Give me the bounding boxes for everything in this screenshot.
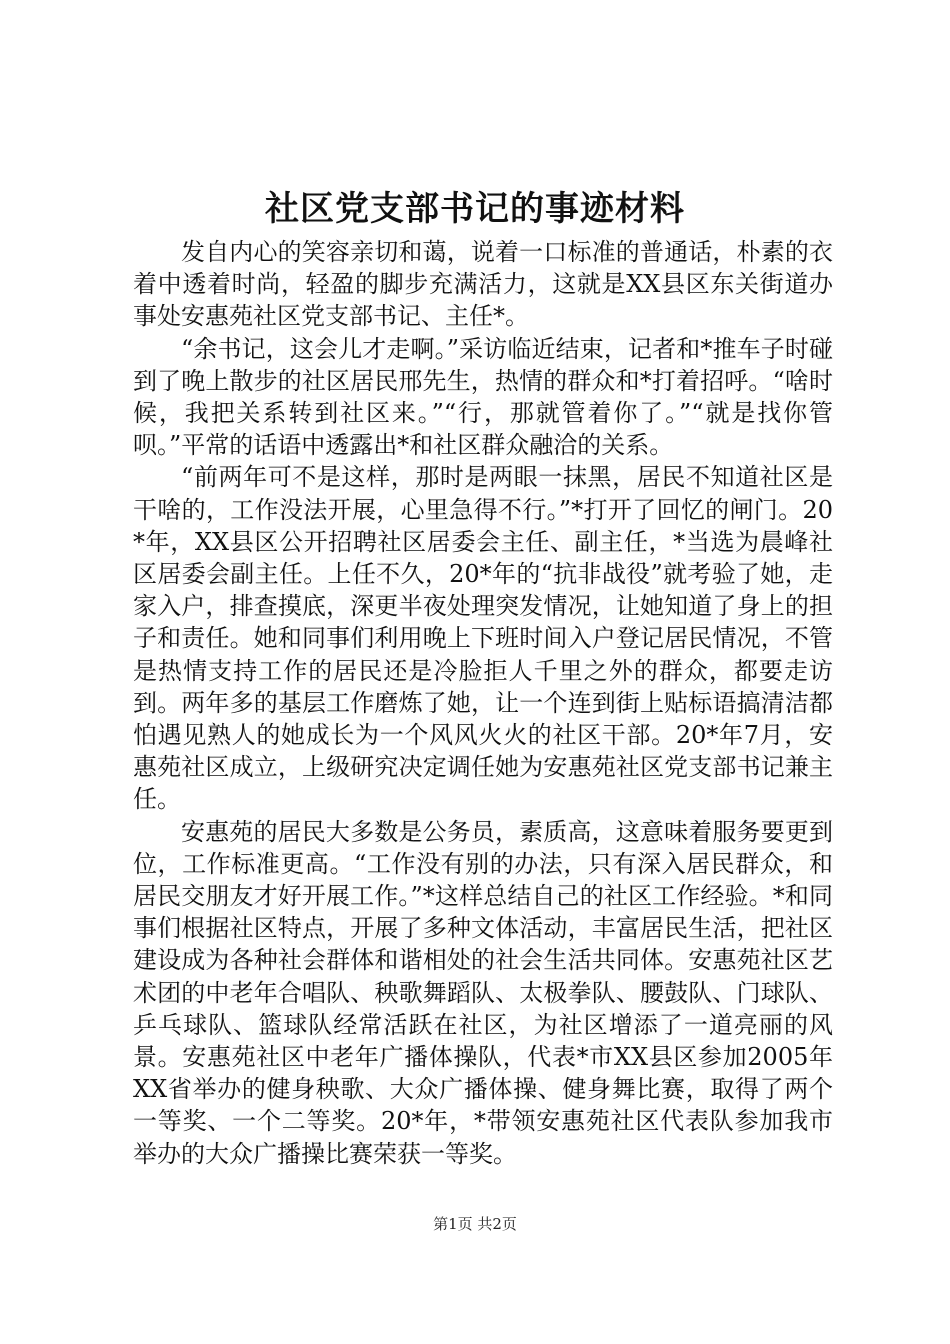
document-body <box>133 236 833 1170</box>
page-number-footer: 第1页 共2页 <box>433 1215 517 1233</box>
paragraph-1: 发自内心的笑容亲切和蔼，说着一口标准的普通话，朴素的衣着中透着时尚，轻盈的脚步充满活力，这就是XX县区东关街道办事处安惠苑社区党支部书记、主任*。 <box>133 238 833 331</box>
paragraph-4: 安惠苑的居民大多数是公务员，素质高，这意味着服务要更到位，工作标准更高。“工作没有别的办法，只有深入居民群众，和居民交朋友才好开展工作。”*这样总结自己的社区工作经验。*和同事们根据社区特点，开展了多种文体活动，丰富居民生活，把社区建设成为各种社会群体和谐相处的社会生活共同体。安惠苑社区艺术团的中老年合唱队、秧歌舞蹈队、太极拳队、腰鼓队、门球队、乒乓球队、篮球队经常活跃在社区，为社区增添了一道亮丽的风景。安惠苑社区中老年广播体操队，代表*市XX县区参加2005年XX省举办的健身秧歌、大众广播体操、健身舞比赛，取得了两个一等奖、一个二等奖。20*年，*带领安惠苑社区代表队参加我市举办的大众广播操比赛荣获一等奖。 <box>133 817 833 1168</box>
paragraph-2: “余书记，这会儿才走啊。”采访临近结束，记者和*推车子时碰到了晚上散步的社区居民邢先生，热情的群众和*打着招呼。“啥时候，我把关系转到社区来。”“行，那就管着你了。”“就是找你管呗。”平常的话语中透露出*和社区群众融洽的关系。 <box>133 334 833 460</box>
document-title: 社区党支部书记的事迹材料 <box>265 189 685 229</box>
paragraph-3: “前两年可不是这样，那时是两眼一抹黑，居民不知道社区是干啥的，工作没法开展，心里急得不行。”*打开了回忆的闸门。20*年，XX县区公开招聘社区居委会主任、副主任，*当选为晨峰社区居委会副主任。上任不久，20*年的“抗非战役”就考验了她，走家入户，排查摸底，深更半夜处理突发情况，让她知道了身上的担子和责任。她和同事们利用晚上下班时间入户登记居民情况，不管是热情支持工作的居民还是冷脸拒人千里之外的群众，都要走访到。两年多的基层工作磨炼了她，让一个连到街上贴标语搞清洁都怕遇见熟人的她成长为一个风风火火的社区干部。20*年7月，安惠苑社区成立，上级研究决定调任她为安惠苑社区党支部书记兼主任。 <box>133 463 833 814</box>
